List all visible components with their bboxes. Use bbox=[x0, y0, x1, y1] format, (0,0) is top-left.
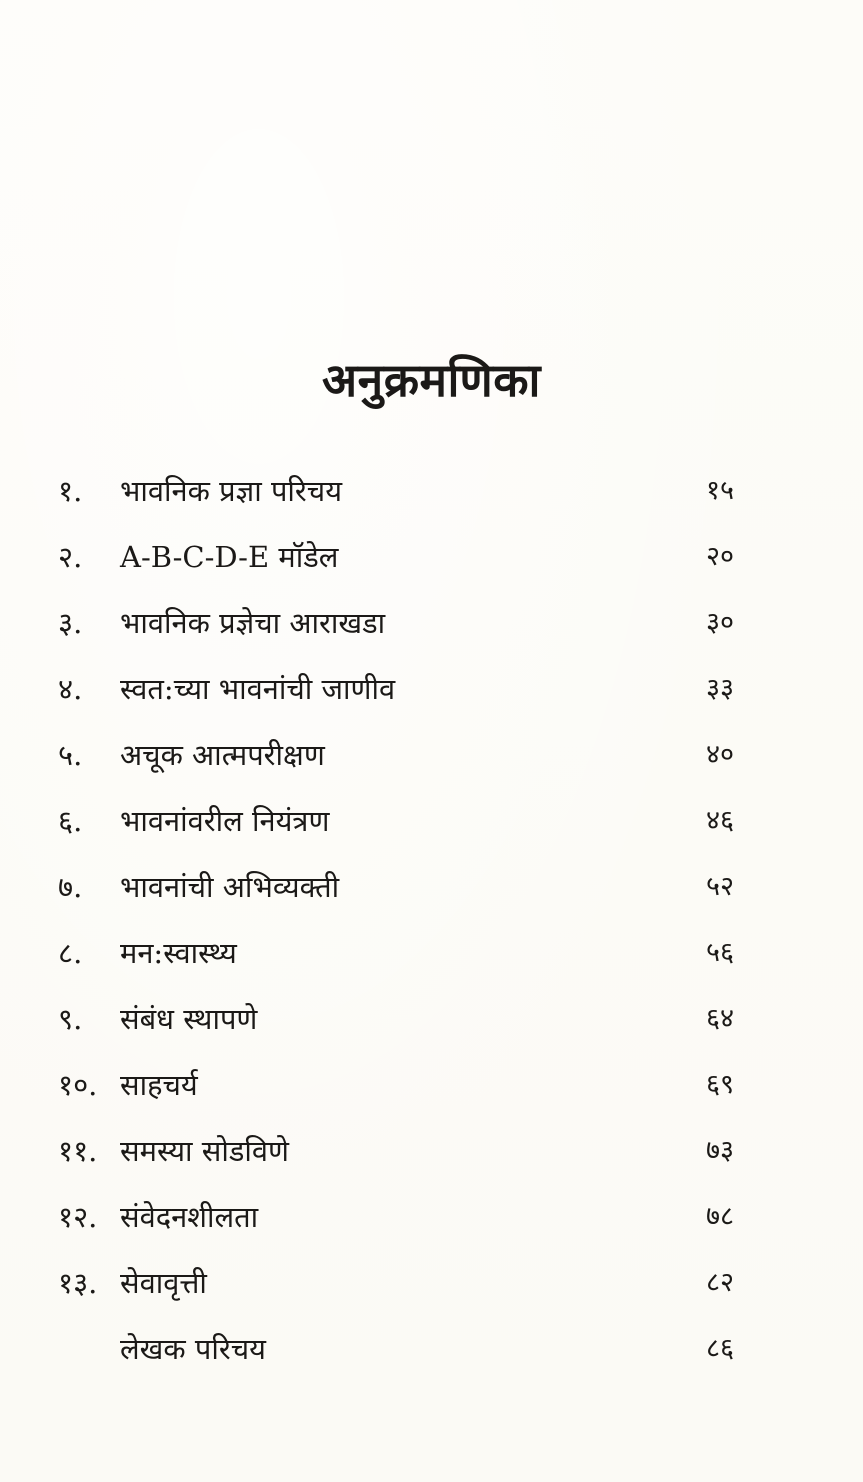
toc-entry-4 bbox=[0, 656, 863, 722]
toc-entry-3 bbox=[0, 590, 863, 656]
entry-number: १. bbox=[58, 474, 83, 508]
entry-number: ५. bbox=[58, 738, 83, 772]
toc-entry-1 bbox=[0, 458, 863, 524]
entry-number: ३. bbox=[58, 606, 83, 640]
entry-title: सेवावृत्ती bbox=[120, 1266, 207, 1300]
entry-title: A-B-C-D-E मॉडेल bbox=[120, 540, 339, 574]
entry-page-number: ३३ bbox=[706, 673, 735, 704]
toc-entry-11 bbox=[0, 1118, 863, 1184]
entry-title: मन:स्वास्थ्य bbox=[120, 936, 237, 970]
entry-page-number: ७८ bbox=[706, 1201, 735, 1232]
entry-number: ६. bbox=[58, 804, 83, 838]
entry-title: संवेदनशीलता bbox=[120, 1200, 259, 1234]
entry-title: भावनिक प्रज्ञेचा आराखडा bbox=[120, 606, 386, 640]
entry-page-number: ५२ bbox=[706, 871, 735, 902]
toc-entry-5 bbox=[0, 722, 863, 788]
toc-entry-author-intro bbox=[0, 1316, 863, 1382]
entry-number: १२. bbox=[58, 1200, 98, 1234]
toc-entry-9 bbox=[0, 986, 863, 1052]
entry-title: साहचर्य bbox=[120, 1068, 198, 1102]
entry-page-number: २० bbox=[706, 541, 735, 572]
entry-page-number: ४० bbox=[706, 739, 735, 770]
toc-entry-12 bbox=[0, 1184, 863, 1250]
toc-entry-13 bbox=[0, 1250, 863, 1316]
toc-entry-7 bbox=[0, 854, 863, 920]
entry-number: ४. bbox=[58, 672, 83, 706]
toc-entry-6 bbox=[0, 788, 863, 854]
entry-page-number: ५६ bbox=[706, 937, 735, 968]
entry-page-number: ८२ bbox=[706, 1267, 735, 1298]
entry-number: ८. bbox=[58, 936, 83, 970]
entry-page-number: ६९ bbox=[706, 1069, 735, 1100]
entry-number: २. bbox=[58, 540, 83, 574]
entry-title: स्वत:च्या भावनांची जाणीव bbox=[120, 672, 396, 706]
entry-number: १०. bbox=[58, 1068, 98, 1102]
entry-page-number: ८६ bbox=[706, 1333, 735, 1364]
entry-title: भावनांवरील नियंत्रण bbox=[120, 804, 330, 838]
entry-page-number: ७३ bbox=[706, 1135, 735, 1166]
table-of-contents bbox=[0, 458, 863, 1382]
entry-page-number: ४६ bbox=[706, 805, 735, 836]
entry-page-number: ६४ bbox=[706, 1003, 735, 1034]
entry-title: लेखक परिचय bbox=[120, 1332, 266, 1366]
toc-entry-8 bbox=[0, 920, 863, 986]
entry-page-number: १५ bbox=[706, 475, 735, 506]
entry-number: ९. bbox=[58, 1002, 83, 1036]
entry-title: समस्या सोडविणे bbox=[120, 1134, 290, 1168]
entry-title: भावनिक प्रज्ञा परिचय bbox=[120, 474, 343, 508]
entry-number: १३. bbox=[58, 1266, 98, 1300]
entry-number: ११. bbox=[58, 1134, 98, 1168]
entry-page-number: ३० bbox=[706, 607, 735, 638]
toc-entry-2 bbox=[0, 524, 863, 590]
entry-title: संबंध स्थापणे bbox=[120, 1002, 258, 1036]
entry-title: अचूक आत्मपरीक्षण bbox=[120, 738, 325, 772]
toc-entry-10 bbox=[0, 1052, 863, 1118]
entry-number: ७. bbox=[58, 870, 83, 904]
contents-heading: अनुक्रमणिका bbox=[322, 353, 541, 407]
entry-title: भावनांची अभिव्यक्ती bbox=[120, 870, 340, 904]
